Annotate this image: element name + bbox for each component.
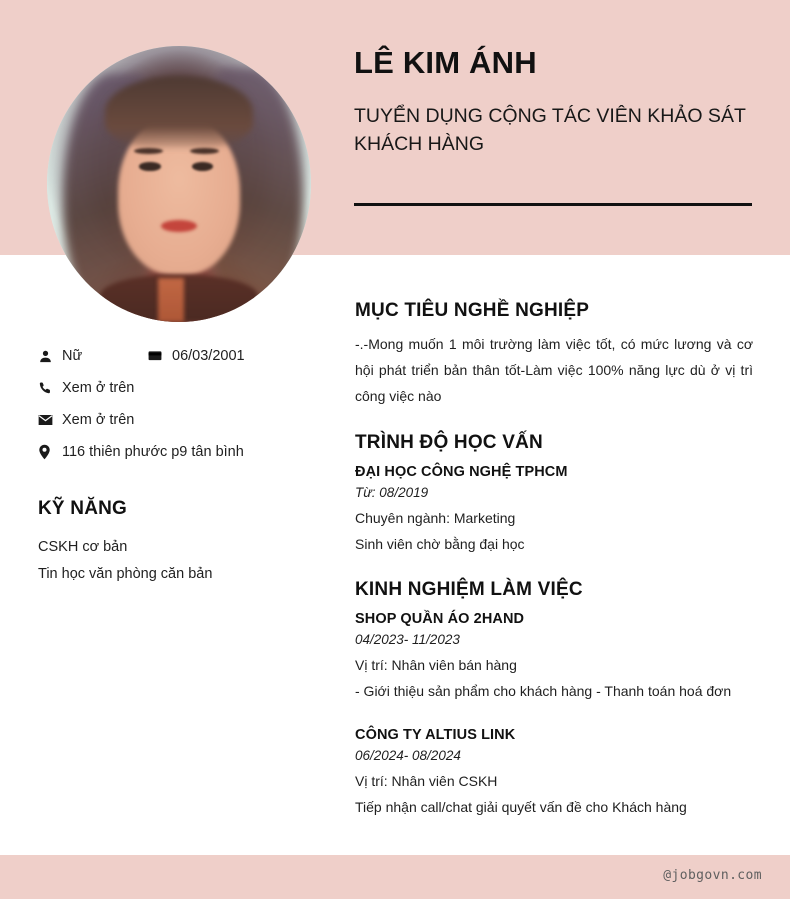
education-date: Từ: 08/2019 (355, 484, 429, 500)
experience-detail: Vị trí: Nhân viên CSKH (355, 773, 498, 790)
envelope-icon (38, 414, 62, 426)
info-birthdate-value: 06/03/2001 (172, 348, 245, 364)
avatar (47, 46, 311, 322)
experience-entry (355, 727, 753, 821)
skill-item: Tin học văn phòng căn bản (38, 565, 213, 582)
experience-detail: Vị trí: Nhân viên bán hàng (355, 657, 517, 674)
footer-banner (0, 855, 790, 899)
experience-org: CÔNG TY ALTIUS LINK (355, 727, 516, 744)
sidebar (38, 340, 333, 588)
info-address (38, 436, 333, 468)
info-row (38, 340, 333, 372)
info-email (38, 404, 333, 436)
objective-section (355, 300, 753, 410)
skill-item: CSKH cơ bản (38, 539, 128, 555)
info-gender (38, 348, 148, 364)
header-divider (354, 203, 752, 206)
avatar-lanyard (158, 278, 184, 322)
phone-icon (38, 381, 62, 395)
experience-date: 06/2024- 08/2024 (355, 748, 461, 764)
location-pin-icon (38, 444, 62, 460)
education-entry (355, 464, 753, 558)
education-section (355, 432, 753, 558)
candidate-role: TUYỂN DỤNG CỘNG TÁC VIÊN KHẢO SÁT KHÁCH HÀNG (354, 105, 746, 156)
avatar-eye-left (139, 162, 160, 171)
info-phone-value: Xem ở trên (62, 379, 135, 396)
objective-title: MỤC TIÊU NGHỀ NGHIỆP (355, 300, 590, 321)
education-detail: Chuyên ngành: Marketing (355, 509, 516, 526)
experience-section (355, 579, 753, 821)
experience-detail: Tiếp nhận call/chat giải quyết vấn đề cho Khách hàng (355, 799, 687, 816)
education-org: ĐẠI HỌC CÔNG NGHỆ TPHCM (355, 463, 568, 480)
info-address-value: 116 thiên phước p9 tân bình (62, 443, 244, 460)
avatar-bangs (105, 76, 253, 148)
info-birthdate (148, 348, 245, 364)
experience-detail: - Giới thiệu sản phẩm cho khách hàng - Thanh toán hoá đơn (355, 683, 732, 700)
header-text-block (354, 46, 754, 159)
info-phone (38, 372, 333, 404)
experience-org: SHOP QUẦN ÁO 2HAND (355, 611, 525, 628)
candidate-name: LÊ KIM ÁNH (354, 45, 537, 80)
education-title: TRÌNH ĐỘ HỌC VẤN (355, 431, 543, 453)
avatar-photo (47, 46, 311, 322)
info-gender-value: Nữ (62, 348, 83, 364)
experience-date: 04/2023- 11/2023 (355, 632, 460, 648)
experience-entry (355, 611, 753, 705)
card-icon (148, 350, 172, 362)
watermark: @jobgovn.com (663, 868, 762, 883)
avatar-eye-right (192, 162, 213, 171)
skills-section (38, 498, 333, 588)
experience-title: KINH NGHIỆM LÀM VIỆC (355, 579, 583, 601)
main-content (355, 300, 753, 843)
skills-title: KỸ NĂNG (38, 498, 128, 519)
person-icon (38, 349, 62, 364)
objective-text: -.-Mong muốn 1 môi trường làm việc tốt, có mức lương và cơ hội phát triển bản thân tốt-Làm việc 100% năng lực dù ở vị trì công việc nào (355, 336, 753, 404)
education-detail: Sinh viên chờ bằng đại học (355, 535, 525, 552)
personal-info-list (38, 340, 333, 468)
info-email-value: Xem ở trên (62, 411, 135, 428)
